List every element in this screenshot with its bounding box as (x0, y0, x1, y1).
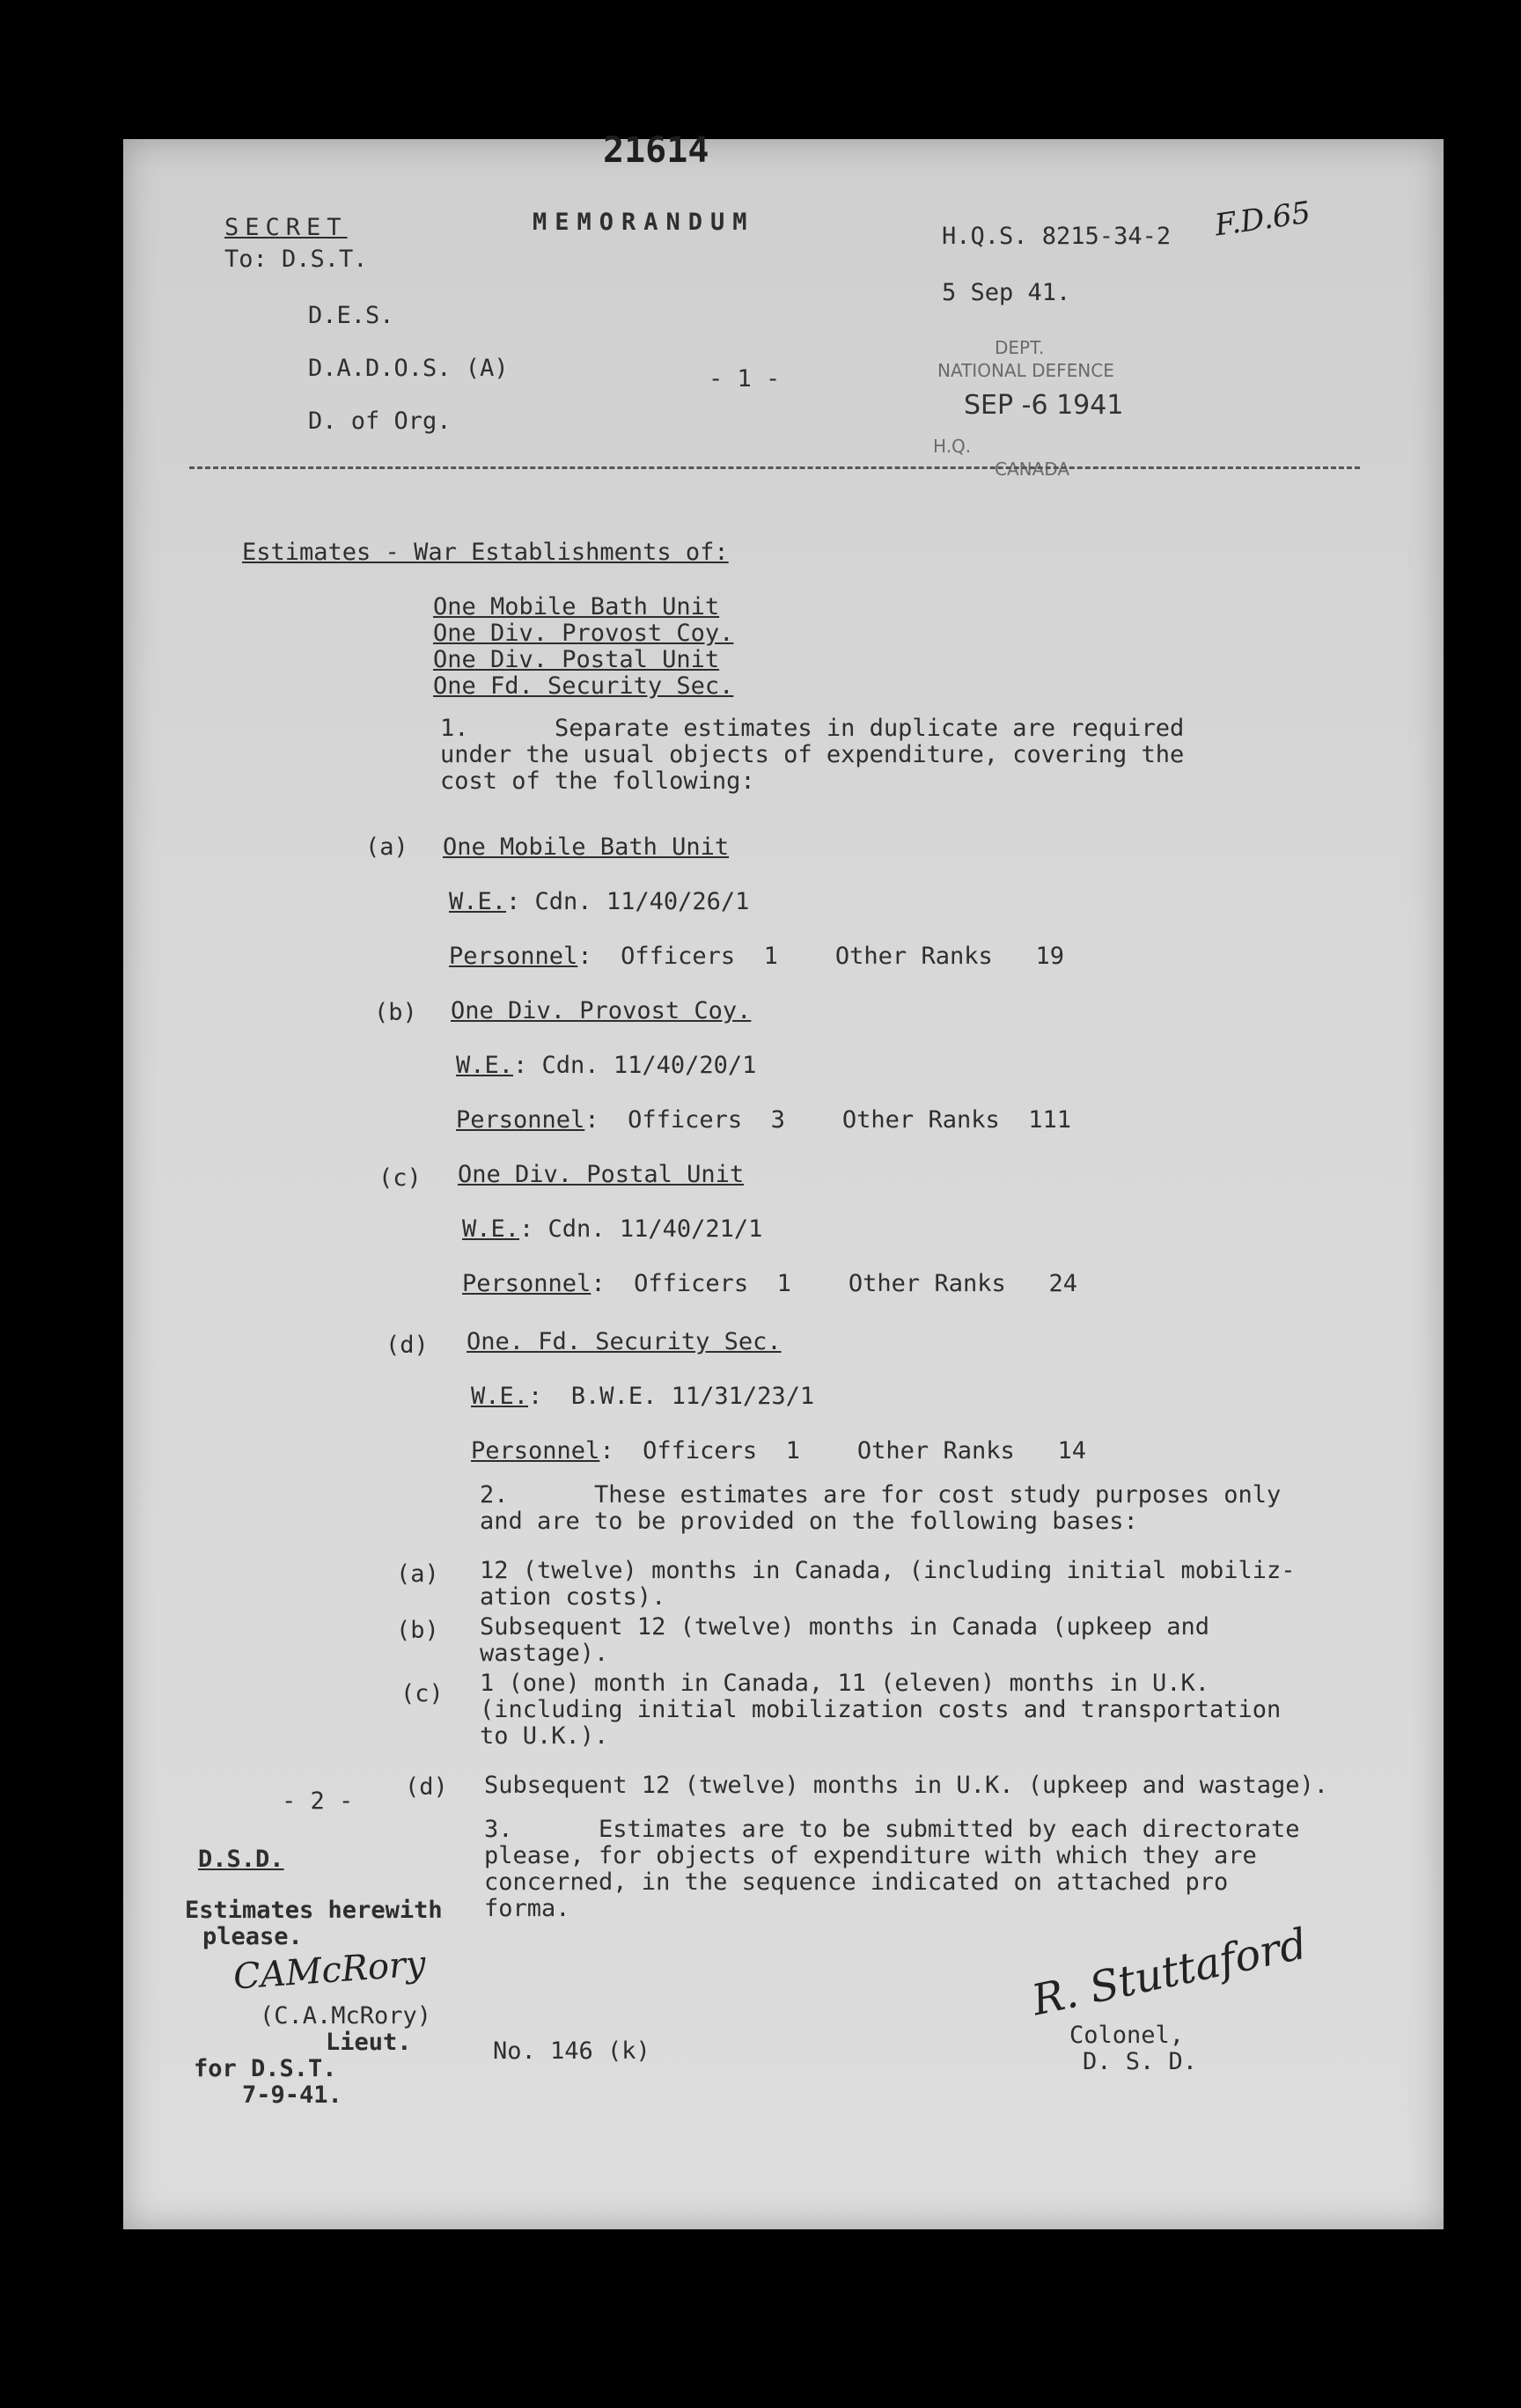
stamp-dept: DEPT. (995, 337, 1045, 358)
unit-c-personnel (462, 1271, 1077, 1297)
unit-d-we (471, 1384, 814, 1410)
basis-a-letter: (a) (396, 1560, 439, 1588)
unit-b-we (456, 1053, 756, 1079)
para1-line1: 1. Separate estimates in duplicate are required (440, 715, 1185, 742)
para3-line2: please, for objects of expenditure with which they are (484, 1842, 1257, 1869)
document-number: 21614 (603, 130, 709, 171)
classification: SECRET (224, 214, 348, 241)
we-label: W.E. (462, 1215, 520, 1243)
signoff-title: Colonel, (1069, 2022, 1185, 2049)
we-value: : B.W.E. 11/31/23/1 (528, 1383, 815, 1410)
basis-d-line1: Subsequent 12 (twelve) months in U.K. (upkeep and wastage). (484, 1772, 1329, 1799)
we-label: W.E. (471, 1383, 529, 1410)
stamp-national-defence: NATIONAL DEFENCE (937, 360, 1114, 381)
we-label: W.E. (456, 1052, 514, 1079)
personnel-label: Personnel (449, 943, 578, 970)
stamp-date: SEP -6 1941 (964, 390, 1124, 421)
personnel-label: Personnel (462, 1270, 592, 1297)
personnel-value: : Officers 3 Other Ranks 111 (584, 1106, 1071, 1134)
recipient-4: D. of Org. (308, 407, 452, 435)
file-reference: H.Q.S. 8215-34-2 (942, 223, 1172, 250)
personnel-label: Personnel (471, 1437, 600, 1465)
memo-type: MEMORANDUM (533, 209, 755, 236)
unit-a-letter: (a) (365, 833, 408, 861)
stamp-hq: H.Q. (933, 436, 972, 457)
unit-a-name: One Mobile Bath Unit (443, 833, 730, 861)
basis-a-line1: 12 (twelve) months in Canada, (including initial mobiliz- (480, 1557, 1296, 1584)
page-number-1: - 1 - (709, 365, 781, 393)
unit-c-we (462, 1216, 762, 1243)
basis-b-line1: Subsequent 12 (twelve) months in Canada (upkeep and (480, 1613, 1210, 1641)
basis-b-line2: wastage). (480, 1640, 609, 1667)
unit-b-name: One Div. Provost Coy. (451, 997, 752, 1024)
subject-item-4: One Fd. Security Sec. (433, 672, 734, 700)
memo-date: 5 Sep 41. (942, 279, 1071, 306)
unit-d-letter: (d) (386, 1332, 429, 1359)
reply-signature: CAMcRory (231, 1943, 428, 1998)
reply-date: 7-9-41. (242, 2081, 342, 2109)
personnel-value: : Officers 1 Other Ranks 19 (577, 943, 1064, 970)
subject-item-2: One Div. Provost Coy. (433, 620, 734, 647)
reply-to: D.S.D. (198, 1846, 284, 1873)
para3-line4: forma. (484, 1895, 570, 1922)
para3-line1: 3. Estimates are to be submitted by each directorate (484, 1816, 1300, 1843)
memo-page (123, 130, 1444, 2229)
unit-a-personnel (449, 943, 1064, 970)
para1-line2: under the usual objects of expenditure, covering the (440, 741, 1185, 768)
personnel-value: : Officers 1 Other Ranks 24 (591, 1270, 1077, 1297)
unit-b-letter: (b) (374, 999, 417, 1026)
colonel-signature: R. Stuttaford (1027, 1919, 1312, 2026)
basis-b-letter: (b) (396, 1617, 439, 1644)
para2-line2: and are to be provided on the following bases: (480, 1508, 1138, 1535)
reply-rank: Lieut. (326, 2029, 412, 2056)
signoff-dept: D. S. D. (1083, 2048, 1198, 2075)
unit-c-name: One Div. Postal Unit (458, 1161, 745, 1188)
personnel-value: : Officers 1 Other Ranks 14 (599, 1437, 1086, 1465)
reply-for: for D.S.T. (194, 2055, 337, 2082)
recipient-1: To: D.S.T. (224, 246, 368, 273)
stamp-canada: CANADA (995, 459, 1070, 480)
unit-a-we (449, 889, 749, 915)
para1-line3: cost of the following: (440, 767, 755, 795)
basis-c-letter: (c) (400, 1680, 444, 1707)
basis-c-line1: 1 (one) month in Canada, 11 (eleven) months in U.K. (480, 1670, 1210, 1697)
we-value: : Cdn. 11/40/21/1 (519, 1215, 763, 1243)
reference-number: No. 146 (k) (493, 2037, 650, 2065)
basis-d-letter: (d) (405, 1773, 448, 1801)
we-value: : Cdn. 11/40/26/1 (506, 888, 750, 915)
unit-c-letter: (c) (378, 1164, 422, 1192)
reply-name: (C.A.McRory) (260, 2002, 432, 2030)
basis-a-line2: ation costs). (480, 1583, 666, 1611)
para2-line1: 2. These estimates are for cost study purposes only (480, 1481, 1282, 1509)
reply-line1: Estimates herewith (185, 1897, 443, 1924)
unit-d-personnel (471, 1438, 1086, 1465)
basis-c-line2: (including initial mobilization costs and transportation (480, 1696, 1282, 1723)
unit-d-name: One. Fd. Security Sec. (467, 1328, 782, 1355)
basis-c-line3: to U.K.). (480, 1722, 609, 1750)
reply-line2: please. (202, 1923, 303, 1950)
para3-line3: concerned, in the sequence indicated on attached pro (484, 1868, 1229, 1896)
handwritten-reference: F.D.65 (1212, 195, 1313, 244)
subject-label: Estimates - War Establishments of: (242, 539, 729, 566)
we-value: : Cdn. 11/40/20/1 (513, 1052, 757, 1079)
personnel-label: Personnel (456, 1106, 585, 1134)
recipient-3: D.A.D.O.S. (A) (308, 355, 509, 382)
recipient-2: D.E.S. (308, 302, 394, 329)
header-divider (189, 466, 1360, 469)
subject-item-1: One Mobile Bath Unit (433, 593, 720, 620)
unit-b-personnel (456, 1107, 1071, 1134)
we-label: W.E. (449, 888, 507, 915)
subject-item-3: One Div. Postal Unit (433, 646, 720, 673)
page-number-2: - 2 - (282, 1788, 354, 1815)
